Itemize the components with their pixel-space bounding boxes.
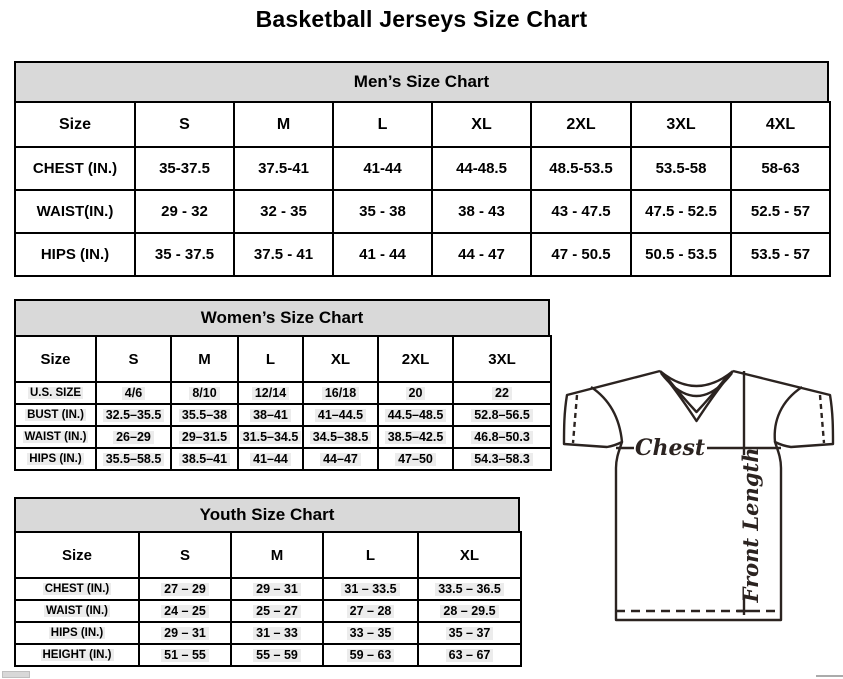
column-header: 2XL: [378, 336, 453, 382]
table-cell: 27 – 29: [139, 578, 231, 600]
table-cell: 24 – 25: [139, 600, 231, 622]
table-cell: 59 – 63: [323, 644, 418, 666]
table-cell: 44 - 47: [432, 233, 531, 276]
row-label: CHEST (IN.): [15, 147, 135, 190]
table-cell: 25 – 27: [231, 600, 323, 622]
row-label: HEIGHT (IN.): [15, 644, 139, 666]
left-cuff-dashed-line: [573, 395, 577, 443]
table-cell: 58-63: [731, 147, 830, 190]
header-row: [15, 102, 830, 147]
table-cell: 31.5–34.5: [238, 426, 303, 448]
table-cell: 63 – 67: [418, 644, 521, 666]
header-row: [15, 336, 551, 382]
table-row: [15, 404, 551, 426]
column-header: S: [96, 336, 171, 382]
column-header: 3XL: [631, 102, 731, 147]
row-label: U.S. SIZE: [15, 382, 96, 404]
table-cell: 47–50: [378, 448, 453, 470]
table-row: [15, 622, 521, 644]
table-cell: 41–44: [238, 448, 303, 470]
table-cell: 44.5–48.5: [378, 404, 453, 426]
column-header: Size: [15, 102, 135, 147]
right-armhole-seam: [775, 387, 802, 442]
front-length-label: Front Length: [738, 447, 763, 603]
table-cell: 38.5–41: [171, 448, 238, 470]
table-cell: 33 – 35: [323, 622, 418, 644]
table-cell: 47.5 - 52.5: [631, 190, 731, 233]
mens-size-chart-title: Men’s Size Chart: [14, 61, 829, 103]
row-label: WAIST(IN.): [15, 190, 135, 233]
table-cell: 35-37.5: [135, 147, 234, 190]
column-header: XL: [432, 102, 531, 147]
left-armhole-seam: [591, 387, 622, 442]
column-header: S: [139, 532, 231, 578]
table-cell: 54.3–58.3: [453, 448, 551, 470]
table-cell: 33.5 – 36.5: [418, 578, 521, 600]
table-row: [15, 578, 521, 600]
table-cell: 32 - 35: [234, 190, 333, 233]
column-header: M: [234, 102, 333, 147]
table-cell: 32.5–35.5: [96, 404, 171, 426]
table-cell: 16/18: [303, 382, 378, 404]
table-cell: 29 – 31: [231, 578, 323, 600]
table-cell: 37.5-41: [234, 147, 333, 190]
right-cuff-dashed-line: [820, 395, 824, 443]
youth-size-chart-title: Youth Size Chart: [14, 497, 520, 533]
table-cell: 12/14: [238, 382, 303, 404]
table-cell: 38 - 43: [432, 190, 531, 233]
table-cell: 29–31.5: [171, 426, 238, 448]
table-cell: 53.5-58: [631, 147, 731, 190]
table-row: [15, 644, 521, 666]
table-cell: 38–41: [238, 404, 303, 426]
mens-size-chart: [14, 61, 829, 277]
mens-size-table: [14, 101, 831, 277]
womens-size-chart-title: Women’s Size Chart: [14, 299, 550, 337]
row-label: HIPS (IN.): [15, 448, 96, 470]
horizontal-scrollbar-fragment[interactable]: [2, 671, 30, 678]
table-cell: 28 – 29.5: [418, 600, 521, 622]
column-header: L: [238, 336, 303, 382]
column-header: XL: [418, 532, 521, 578]
jersey-measurement-diagram: [560, 363, 843, 628]
table-cell: 29 - 32: [135, 190, 234, 233]
row-label: WAIST (IN.): [15, 600, 139, 622]
table-row: [15, 147, 830, 190]
table-cell: 29 – 31: [139, 622, 231, 644]
page-title: Basketball Jerseys Size Chart: [255, 6, 588, 32]
table-cell: 37.5 - 41: [234, 233, 333, 276]
table-cell: 35 – 37: [418, 622, 521, 644]
table-cell: 4/6: [96, 382, 171, 404]
table-cell: 51 – 55: [139, 644, 231, 666]
table-cell: 52.5 - 57: [731, 190, 830, 233]
table-cell: 52.8–56.5: [453, 404, 551, 426]
table-cell: 48.5-53.5: [531, 147, 631, 190]
table-cell: 53.5 - 57: [731, 233, 830, 276]
row-label: WAIST (IN.): [15, 426, 96, 448]
table-row: [15, 233, 830, 276]
table-cell: 44-48.5: [432, 147, 531, 190]
column-header: 4XL: [731, 102, 830, 147]
table-cell: 26–29: [96, 426, 171, 448]
chest-label: Chest: [634, 435, 706, 461]
table-row: [15, 448, 551, 470]
table-cell: 35.5–38: [171, 404, 238, 426]
column-header: Size: [15, 532, 139, 578]
column-header: S: [135, 102, 234, 147]
row-label: HIPS (IN.): [15, 622, 139, 644]
header-row: [15, 532, 521, 578]
table-cell: 47 - 50.5: [531, 233, 631, 276]
row-label: CHEST (IN.): [15, 578, 139, 600]
table-cell: 46.8–50.3: [453, 426, 551, 448]
table-cell: 8/10: [171, 382, 238, 404]
table-row: [15, 382, 551, 404]
column-header: L: [333, 102, 432, 147]
womens-size-table: [14, 335, 552, 471]
table-cell: 41-44: [333, 147, 432, 190]
table-cell: 50.5 - 53.5: [631, 233, 731, 276]
table-cell: 22: [453, 382, 551, 404]
table-cell: 38.5–42.5: [378, 426, 453, 448]
column-header: M: [171, 336, 238, 382]
table-row: [15, 426, 551, 448]
youth-size-chart: [14, 497, 520, 667]
table-cell: 35 - 38: [333, 190, 432, 233]
table-cell: 44–47: [303, 448, 378, 470]
column-header: M: [231, 532, 323, 578]
column-header: Size: [15, 336, 96, 382]
table-cell: 41–44.5: [303, 404, 378, 426]
column-header: 2XL: [531, 102, 631, 147]
table-cell: 43 - 47.5: [531, 190, 631, 233]
womens-size-chart: [14, 299, 550, 471]
table-cell: 31 – 33.5: [323, 578, 418, 600]
table-row: [15, 600, 521, 622]
column-header: 3XL: [453, 336, 551, 382]
column-header: L: [323, 532, 418, 578]
scrollbar-edge-fragment[interactable]: [816, 675, 843, 677]
jersey-diagram-drawing: [560, 363, 843, 628]
table-cell: 31 – 33: [231, 622, 323, 644]
table-cell: 20: [378, 382, 453, 404]
youth-size-table: [14, 531, 522, 667]
table-cell: 27 – 28: [323, 600, 418, 622]
row-label: BUST (IN.): [15, 404, 96, 426]
row-label: HIPS (IN.): [15, 233, 135, 276]
table-cell: 35 - 37.5: [135, 233, 234, 276]
table-cell: 41 - 44: [333, 233, 432, 276]
table-row: [15, 190, 830, 233]
table-cell: 34.5–38.5: [303, 426, 378, 448]
table-cell: 55 – 59: [231, 644, 323, 666]
table-cell: 35.5–58.5: [96, 448, 171, 470]
column-header: XL: [303, 336, 378, 382]
